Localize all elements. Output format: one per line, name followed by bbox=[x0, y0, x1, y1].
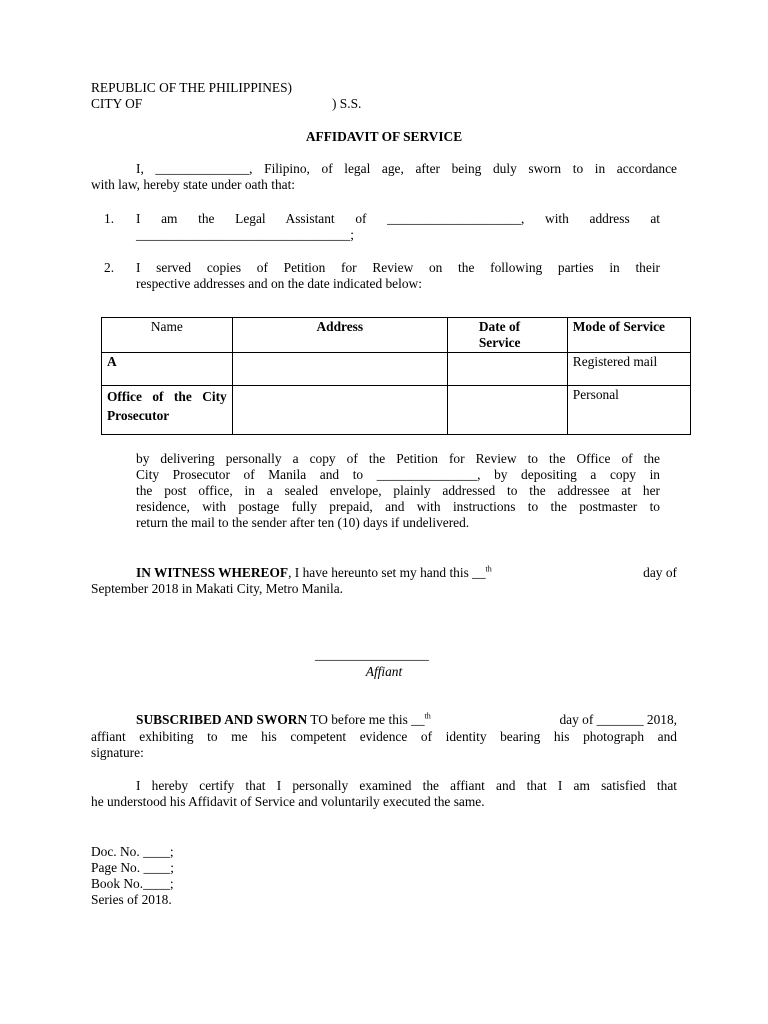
header-mode-of-service: Mode of Service bbox=[567, 318, 690, 353]
table-header-row bbox=[102, 318, 691, 353]
subscribed-tail: day of _______ 2018, bbox=[559, 712, 677, 727]
subscribed-lead: SUBSCRIBED AND SWORN bbox=[136, 712, 308, 727]
delivery-line-5: return the mail to the sender after ten (10) days if undelivered. bbox=[136, 515, 470, 530]
service-table bbox=[101, 317, 691, 435]
item-2-line-2: respective addresses and on the date indicated below: bbox=[136, 276, 422, 291]
cell-address bbox=[232, 353, 447, 386]
cell-date bbox=[447, 386, 567, 435]
subscribed-line-1 bbox=[136, 712, 677, 728]
series: Series of 2018. bbox=[91, 892, 172, 907]
delivery-line-1: by delivering personally a copy of the Petition for Review to the Office of the bbox=[136, 451, 660, 466]
witness-line-2: September 2018 in Makati City, Metro Manila. bbox=[91, 581, 344, 596]
cell-mode: Registered mail bbox=[567, 353, 690, 386]
intro-line-2: with law, hereby state under oath that: bbox=[91, 177, 296, 192]
intro-line-1: I, ______________, Filipino, of legal age, after being duly sworn to in accordance bbox=[136, 161, 677, 176]
cell-mode: Personal bbox=[567, 386, 690, 435]
cell-name: A bbox=[102, 353, 233, 386]
header-name: Name bbox=[102, 318, 233, 353]
item-2-line-1: I served copies of Petition for Review on the following parties in their bbox=[136, 260, 660, 275]
header-date-of-service: Date of Service bbox=[447, 318, 567, 353]
subscribed-ordinal: th bbox=[424, 711, 431, 721]
delivery-line-4: residence, with postage fully prepaid, and with instructions to the postmaster to bbox=[136, 499, 660, 514]
witness-ordinal: th bbox=[485, 564, 492, 574]
cell-date bbox=[447, 353, 567, 386]
witness-lead: IN WITNESS WHEREOF bbox=[136, 565, 289, 580]
witness-text: , I have hereunto set my hand this __ bbox=[288, 565, 486, 580]
doc-no: Doc. No. ____; bbox=[91, 844, 174, 859]
venue-republic: REPUBLIC OF THE PHILIPPINES) bbox=[91, 80, 293, 95]
certify-line-2: he understood his Affidavit of Service and voluntarily executed the same. bbox=[91, 794, 485, 809]
cell-name: Office of the City Prosecutor bbox=[102, 386, 233, 435]
subscribed-text: TO before me this __ bbox=[307, 712, 425, 727]
page-no: Page No. ____; bbox=[91, 860, 174, 875]
venue-city-label: CITY OF bbox=[91, 96, 143, 111]
subscribed-line-3: signature: bbox=[91, 745, 144, 760]
table-row bbox=[102, 353, 691, 386]
document-title: AFFIDAVIT OF SERVICE bbox=[305, 129, 463, 144]
subscribed-line-2: affiant exhibiting to me his competent evidence of identity bearing his photograph and bbox=[91, 729, 677, 744]
table-row bbox=[102, 386, 691, 435]
book-no: Book No.____; bbox=[91, 876, 174, 891]
witness-tail: day of bbox=[643, 565, 677, 580]
item-1-line-2: ________________________________; bbox=[136, 227, 354, 242]
item-1-number: 1. bbox=[104, 211, 115, 226]
signature-line: _________________ bbox=[315, 647, 429, 662]
delivery-line-3: the post office, in a sealed envelope, plainly addressed to the addressee at her bbox=[136, 483, 660, 498]
item-2-number: 2. bbox=[104, 260, 115, 275]
affiant-label: Affiant bbox=[365, 664, 403, 679]
venue-ss: ) S.S. bbox=[332, 96, 362, 111]
cell-address bbox=[232, 386, 447, 435]
item-1-line-1: I am the Legal Assistant of ____________________, with address at bbox=[136, 211, 660, 226]
witness-line-1 bbox=[136, 565, 677, 581]
header-address: Address bbox=[232, 318, 447, 353]
delivery-line-2: City Prosecutor of Manila and to _______________, by depositing a copy in bbox=[136, 467, 660, 482]
certify-line-1: I hereby certify that I personally examined the affiant and that I am satisfied that bbox=[136, 778, 677, 793]
